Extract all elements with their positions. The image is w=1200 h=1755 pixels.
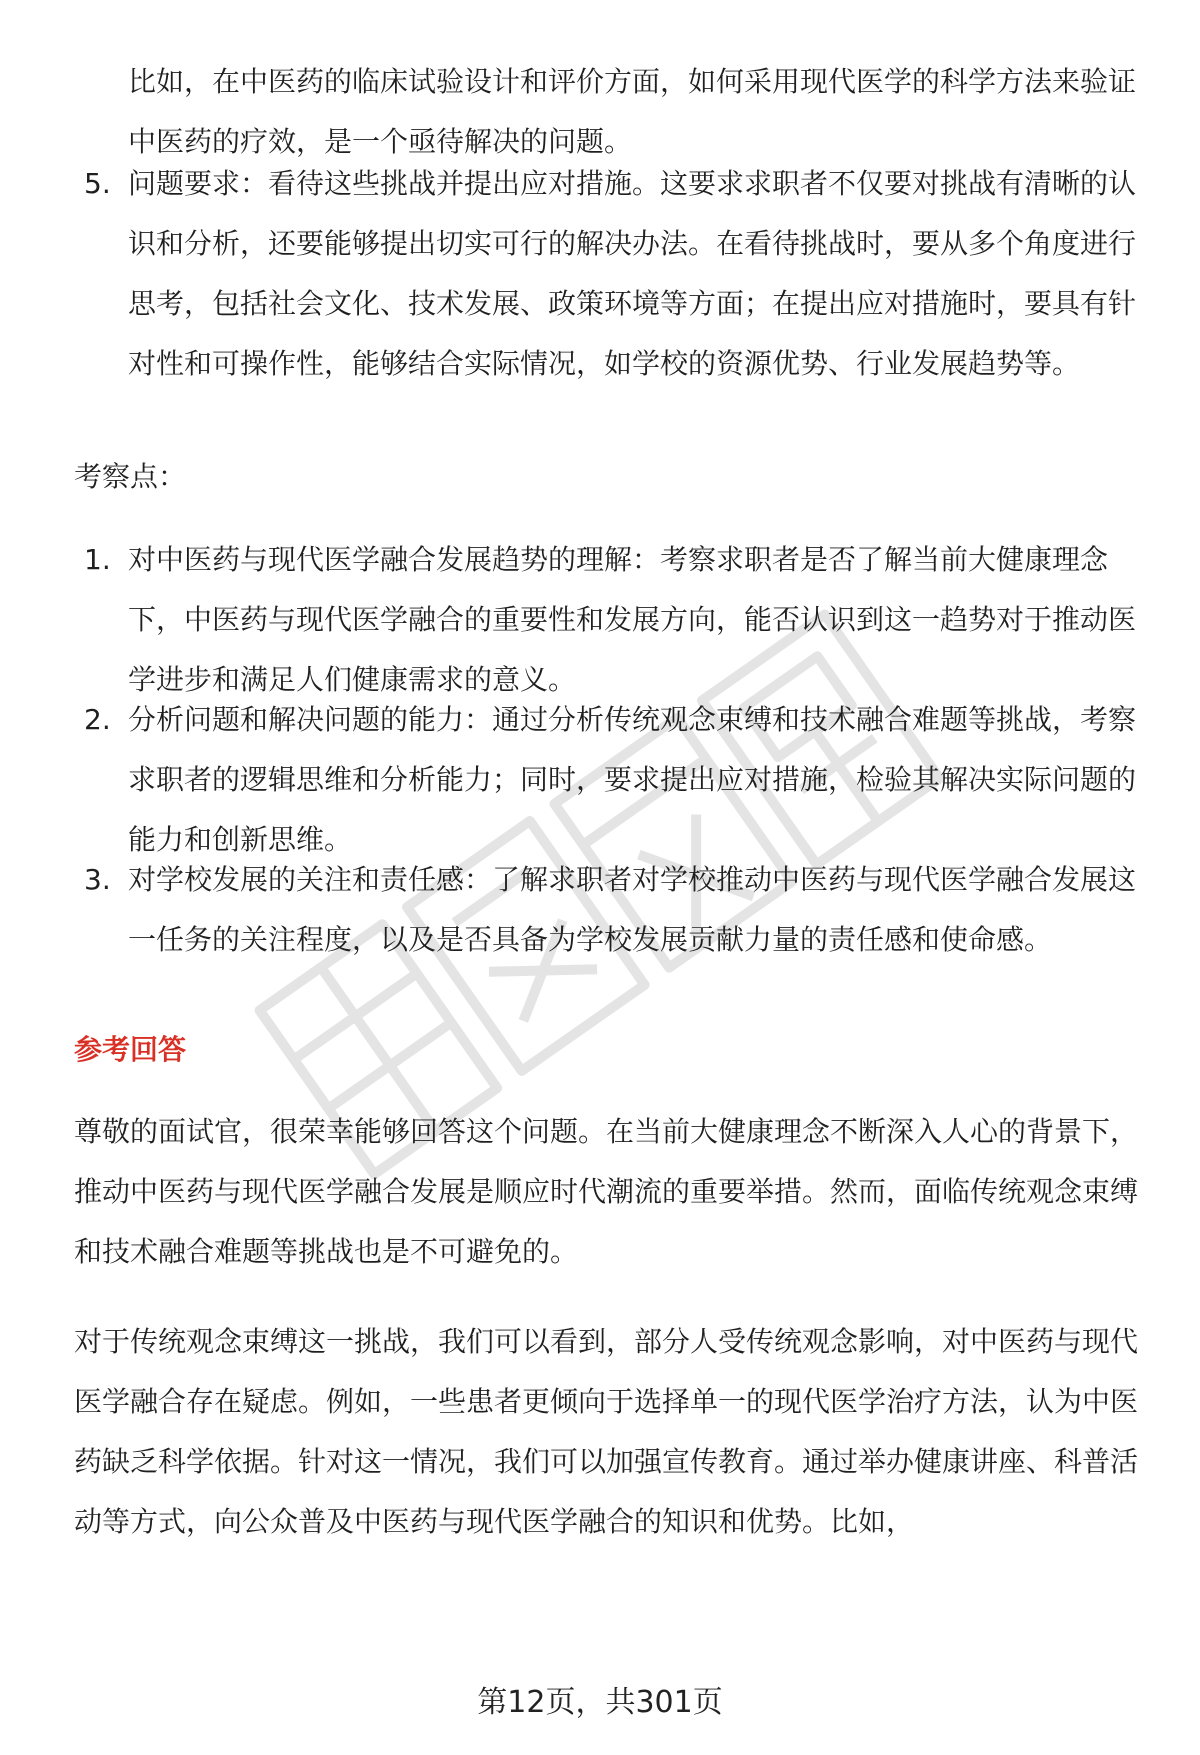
page-footer: 第12页，共301页 (477, 1685, 723, 1720)
list-item-text: 对中医药与现代医学融合发展趋势的理解：考察求职者是否了解当前大健康理念下，中医药与现代医学融合的重要性和发展方向，能否认识到这一趋势对于推动医学进步和满足人们健康需求的意义。 (128, 543, 1137, 696)
list-item-text: 对学校发展的关注和责任感：了解求职者对学校推动中医药与现代医学融合发展这一任务的关注程度，以及是否具备为学校发展贡献力量的责任感和使命感。 (128, 863, 1137, 956)
list-item-number: 1. (84, 543, 111, 576)
list-item-number: 2. (84, 703, 111, 736)
list-item-text: 分析问题和解决问题的能力：通过分析传统观念束缚和技术融合难题等挑战，考察求职者的逻辑思维和分析能力；同时，要求提出应对措施，检验其解决实际问题的能力和创新思维。 (128, 703, 1137, 856)
continuation-paragraph: 比如，在中医药的临床试验设计和评价方面，如何采用现代医学的科学方法来验证中医药的疗效，是一个亟待解决的问题。 (128, 65, 1137, 158)
answer-paragraph: 对于传统观念束缚这一挑战，我们可以看到，部分人受传统观念影响，对中医药与现代医学融合存在疑虑。例如，一些患者更倾向于选择单一的现代医学治疗方法，认为中医药缺乏科学依据。针对这一情况，我们可以加强宣传教育。通过举办健康讲座、科普活动等方式，向公众普及中医药与现代医学融合的知识和优势。比如， (74, 1325, 1139, 1538)
list-item-number: 3. (84, 863, 111, 896)
section-heading-kaochadian: 考察点： (74, 460, 187, 493)
list-item-text: 问题要求：看待这些挑战并提出应对措施。这要求求职者不仅要对挑战有清晰的认识和分析，还要能够提出切实可行的解决办法。在看待挑战时，要从多个角度进行思考，包括社会文化、技术发展、政策环境等方面；在提出应对措施时，要具有针对性和可操作性，能够结合实际情况，如学校的资源优势、行业发展趋势等。 (128, 167, 1137, 380)
answer-paragraph: 尊敬的面试官，很荣幸能够回答这个问题。在当前大健康理念不断深入人心的背景下，推动中医药与现代医学融合发展是顺应时代潮流的重要举措。然而，面临传统观念束缚和技术融合难题等挑战也是不可避免的。 (74, 1115, 1139, 1268)
list-item-number: 5. (84, 167, 111, 200)
section-heading-answer: 参考回答 (74, 1033, 187, 1066)
